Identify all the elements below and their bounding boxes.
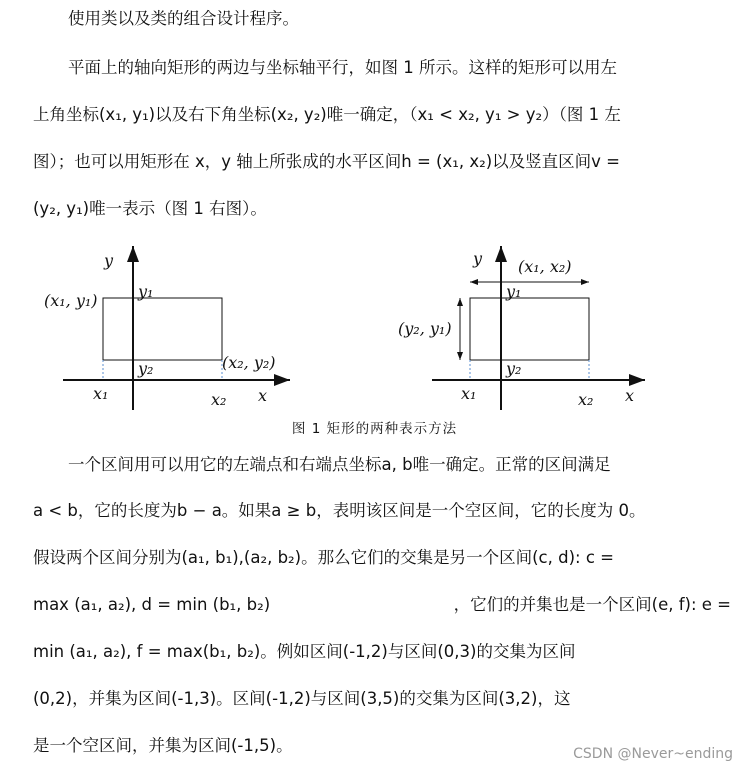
right-y-axis-label: y bbox=[473, 249, 483, 268]
figure-caption: 图 1 矩形的两种表示方法 bbox=[291, 421, 458, 437]
paragraph-2-line-4-part-1: max (a₁, a₂), d = min (b₁, b₂) bbox=[33, 595, 271, 614]
paragraph-2-line-6: (0,2)，并集为区间(-1,3)。区间(-1,2)与区间(3,5)的交集为区间(3,2)，这 bbox=[33, 689, 571, 708]
paragraph-1-line-4: (y₂, y₁)唯一表示（图 1 右图）。 bbox=[33, 199, 267, 218]
paragraph-2-line-5: min (a₁, a₂), f = max(b₁, b₂)。例如区间(-1,2)与区间(0,3)的交集为区间 bbox=[33, 642, 576, 661]
paragraph-2-line-4 bbox=[33, 593, 731, 617]
paragraph-1-line-2: 上角坐标(x₁, y₁)以及右下角坐标(x₂, y₂)唯一确定，（x₁ < x₂, y₁ > y₂）（图 1 左 bbox=[33, 105, 621, 124]
left-bottom-right-label: (x₂, y₂) bbox=[222, 353, 276, 372]
left-top-left-label: (x₁, y₁) bbox=[44, 291, 98, 310]
right-y2-label: y₂ bbox=[506, 359, 522, 378]
paragraph-1-line-3: 图）；也可以用矩形在 x，y 轴上所张成的水平区间h = (x₁, x₂)以及竖直区间v = bbox=[33, 152, 620, 171]
paragraph-2-line-4-part-2: ，它们的并集也是一个区间(e, f): e = bbox=[453, 595, 731, 614]
left-x2-label: x₂ bbox=[211, 390, 227, 409]
right-x-axis-label: x bbox=[625, 386, 635, 405]
paragraph-2-line-7: 是一个空区间，并集为区间(-1,5)。 bbox=[33, 736, 293, 755]
watermark: CSDN @Never~ending bbox=[573, 746, 733, 762]
paragraph-2-line-1: 一个区间用可以用它的左端点和右端点坐标a, b唯一确定。正常的区间满足 bbox=[68, 455, 611, 474]
left-rectangle bbox=[103, 298, 222, 360]
paragraph-1-line-1: 平面上的轴向矩形的两边与坐标轴平行，如图 1 所示。这样的矩形可以用左 bbox=[68, 58, 617, 77]
right-vertical-interval-label: (y₂, y₁) bbox=[398, 319, 452, 338]
heading-line: 使用类以及类的组合设计程序。 bbox=[68, 9, 299, 28]
left-x1-label: x₁ bbox=[93, 384, 109, 403]
right-rectangle bbox=[470, 298, 589, 360]
right-x2-label: x₂ bbox=[578, 390, 594, 409]
left-y-axis-label: y bbox=[104, 251, 114, 270]
right-x1-label: x₁ bbox=[461, 384, 477, 403]
paragraph-2-line-2: a < b，它的长度为b − a。如果a ≥ b，表明该区间是一个空区间，它的长度为 0。 bbox=[33, 501, 646, 520]
left-y1-label: y₁ bbox=[138, 282, 154, 301]
left-y2-label: y₂ bbox=[138, 359, 154, 378]
left-x-axis-label: x bbox=[258, 386, 268, 405]
right-y1-label: y₁ bbox=[506, 282, 522, 301]
paragraph-2-line-3: 假设两个区间分别为(a₁, b₁),(a₂, b₂)。那么它们的交集是另一个区间(c, d): c = bbox=[33, 548, 614, 567]
right-horizontal-interval-label: (x₁, x₂) bbox=[518, 257, 572, 276]
